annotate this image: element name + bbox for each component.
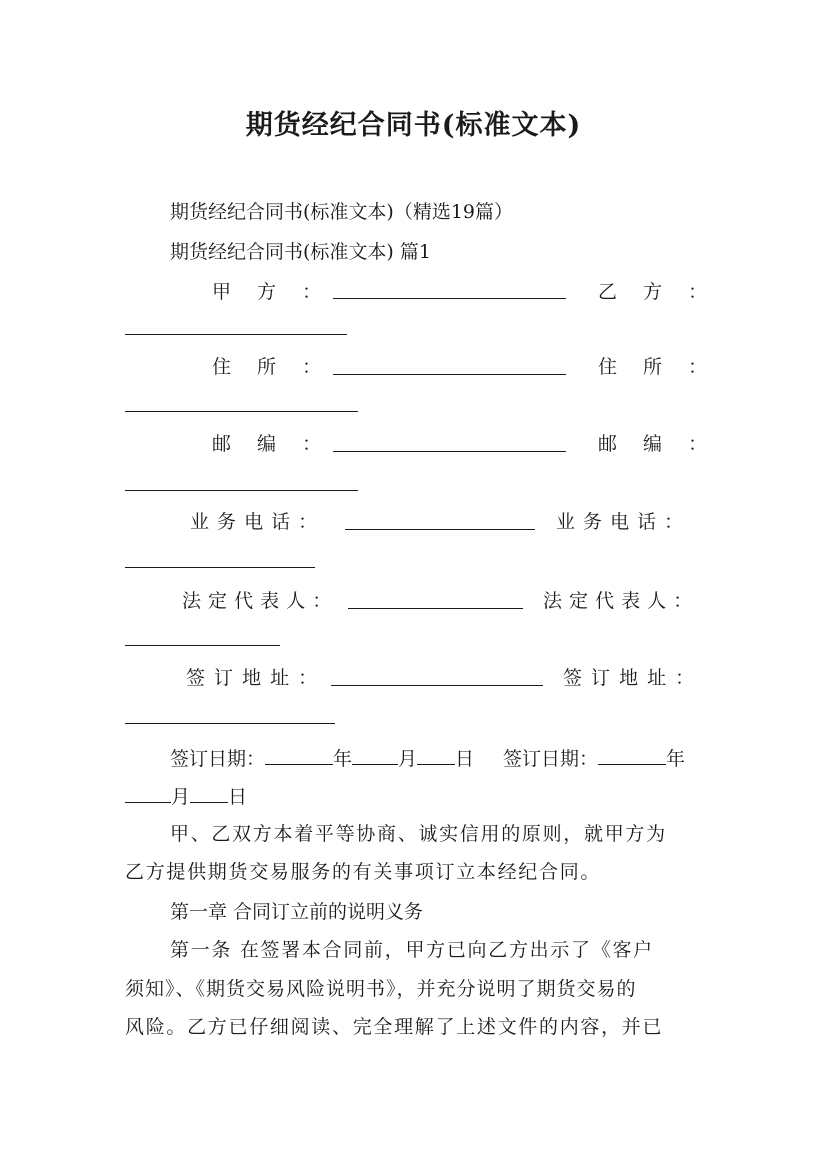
month-blank[interactable] bbox=[352, 745, 398, 765]
party-b-legal-rep-label: 法 定 代 表 人 ： bbox=[543, 590, 693, 612]
year-label-b: 年 bbox=[666, 748, 686, 770]
day-blank[interactable] bbox=[417, 745, 455, 765]
article-1-line-3: 风险。乙方已仔细阅读、完全理解了上述文件的内容，并已 bbox=[125, 1016, 664, 1038]
party-b-phone-label: 业 务 电 话 ： bbox=[556, 511, 684, 533]
sign-date-row-b-cont bbox=[125, 783, 247, 809]
party-a-phone-blank[interactable] bbox=[345, 529, 535, 530]
party-a-sign-place-label: 签 订 地 址 ： bbox=[186, 667, 318, 689]
sign-date-row-a bbox=[170, 745, 474, 771]
party-b-sign-place-blank[interactable] bbox=[125, 723, 335, 724]
party-b-postcode-label: 邮 编 ： bbox=[598, 433, 708, 455]
subtitle-line: 期货经纪合同书(标准文本)（精选19篇） bbox=[170, 201, 514, 223]
party-b-postcode-blank[interactable] bbox=[125, 490, 358, 491]
party-a-sign-place-blank[interactable] bbox=[331, 685, 543, 686]
party-b-address-label: 住 所 ： bbox=[598, 356, 708, 378]
party-b-phone-blank[interactable] bbox=[125, 567, 315, 568]
party-a-blank[interactable] bbox=[333, 298, 566, 299]
party-a-address-label: 住 所 ： bbox=[212, 356, 322, 378]
party-b-label: 乙 方 ： bbox=[598, 281, 708, 303]
party-a-legal-rep-blank[interactable] bbox=[348, 608, 523, 609]
month-label-b: 月 bbox=[171, 786, 191, 808]
month-label: 月 bbox=[398, 748, 418, 770]
chapter-1-heading: 第一章 合同订立前的说明义务 bbox=[170, 901, 424, 923]
party-a-legal-rep-label: 法 定 代 表 人 ： bbox=[182, 590, 332, 612]
party-a-postcode-blank[interactable] bbox=[333, 451, 566, 452]
party-b-legal-rep-blank[interactable] bbox=[125, 645, 280, 646]
day-blank-b[interactable] bbox=[190, 783, 228, 803]
party-b-address-blank[interactable] bbox=[125, 411, 358, 412]
preamble-line-2: 乙方提供期货交易服务的有关事项订立本经纪合同。 bbox=[125, 861, 602, 883]
sign-date-label-b: 签订日期： bbox=[503, 748, 599, 770]
year-label: 年 bbox=[333, 748, 353, 770]
document-title: 期货经纪合同书(标准文本) bbox=[245, 110, 582, 141]
year-blank-b[interactable] bbox=[598, 745, 666, 765]
party-a-label: 甲 方 ： bbox=[212, 281, 322, 303]
party-b-sign-place-label: 签 订 地 址 ： bbox=[563, 667, 695, 689]
year-blank[interactable] bbox=[265, 745, 333, 765]
section-heading: 期货经纪合同书(标准文本) 篇1 bbox=[170, 241, 431, 263]
party-b-blank[interactable] bbox=[125, 334, 347, 335]
preamble-line-1: 甲、乙双方本着平等协商、诚实信用的原则，就甲方为 bbox=[170, 823, 667, 845]
sign-date-label: 签订日期： bbox=[170, 748, 266, 770]
party-a-postcode-label: 邮 编 ： bbox=[212, 433, 322, 455]
sign-date-row-b bbox=[503, 745, 685, 771]
day-label: 日 bbox=[455, 748, 475, 770]
party-a-address-blank[interactable] bbox=[333, 374, 566, 375]
party-a-phone-label: 业 务 电 话 ： bbox=[190, 511, 318, 533]
day-label-b: 日 bbox=[228, 786, 248, 808]
month-blank-b[interactable] bbox=[125, 783, 171, 803]
article-1-line-1: 第一条 在签署本合同前，甲方已向乙方出示了《客户 bbox=[170, 939, 654, 961]
article-1-line-2: 须知》、《期货交易风险说明书》，并充分说明了期货交易的 bbox=[125, 978, 637, 1000]
